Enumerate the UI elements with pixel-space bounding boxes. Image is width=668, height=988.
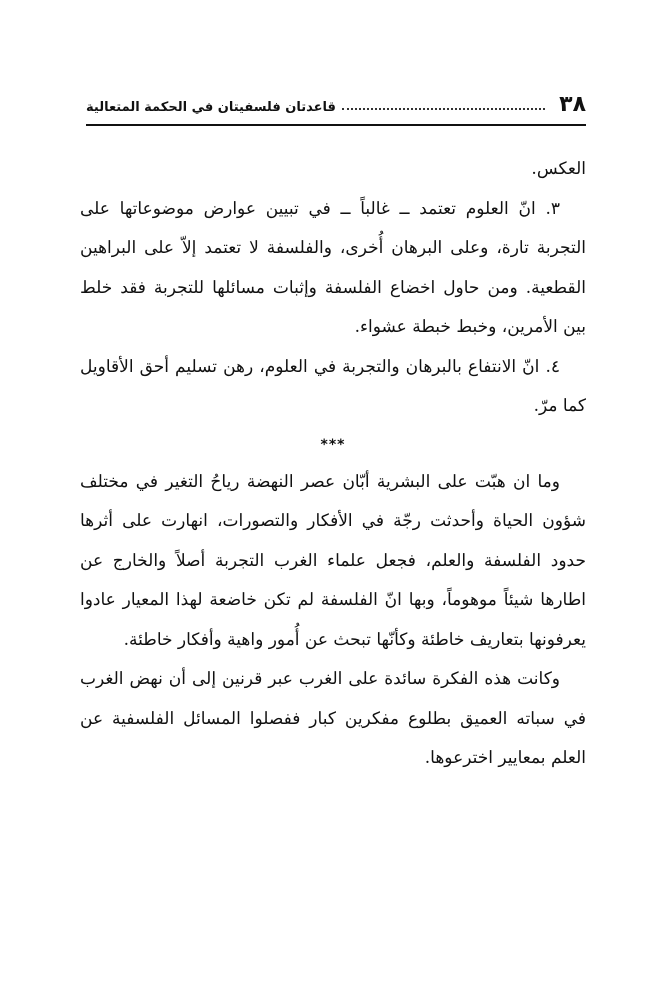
dotted-leader: [342, 108, 545, 110]
running-title: قاعدتان فلسفيتان في الحكمة المتعالية: [86, 100, 336, 115]
paragraph: وكانت هذه الفكرة سائدة على الغرب عبر قرنين إلى أن نهض الغرب في سباته العميق بطلوع مفكرين كبار ففصلوا المسائل الفلسفية عن العلم بمعايير اخترعوها.: [80, 669, 586, 768]
paragraph: ٣. انّ العلوم تعتمد ــ غالباً ــ في تبيين عوارض موضوعاتها على التجربة تارة، وعلى البرهان أُخرى، والفلسفة لا تعتمد إلاّ على البراهين القطعية. ومن حاول اخضاع الفلسفة وإثبات مسائلها للتجربة فقد خلط بين الأمرين، وخبط خبطة عشواء.: [80, 198, 586, 337]
body-text: [80, 150, 586, 779]
header-rule: [86, 124, 586, 126]
page-number: ٣٨: [559, 92, 586, 117]
paragraph: وما ان هبّت على البشرية أبّان عصر النهضة رياحُ التغير في مختلف شؤون الحياة وأحدثت رجّة في الأفكار والتصورات، انهارت على أثرها حدود الفلسفة والعلم، فجعل علماء الغرب التجربة أصلاً والخارج عن اطارها شيئاً موهوماً، وبها انّ الفلسفة لم تكن خاضعة لهذا المعيار عادوا يعرفونها بتعاريف خاطئة وكأنّها تبحث عن أُمور واهية وأفكار خاطئة.: [80, 471, 586, 650]
section-separator: ***: [320, 436, 346, 453]
paragraph: ٤. انّ الانتفاع بالبرهان والتجربة في العلوم، رهن تسليم أحق الأقاويل كما مرّ.: [80, 356, 586, 416]
paragraph: العكس.: [531, 159, 586, 179]
running-header: [86, 86, 586, 116]
